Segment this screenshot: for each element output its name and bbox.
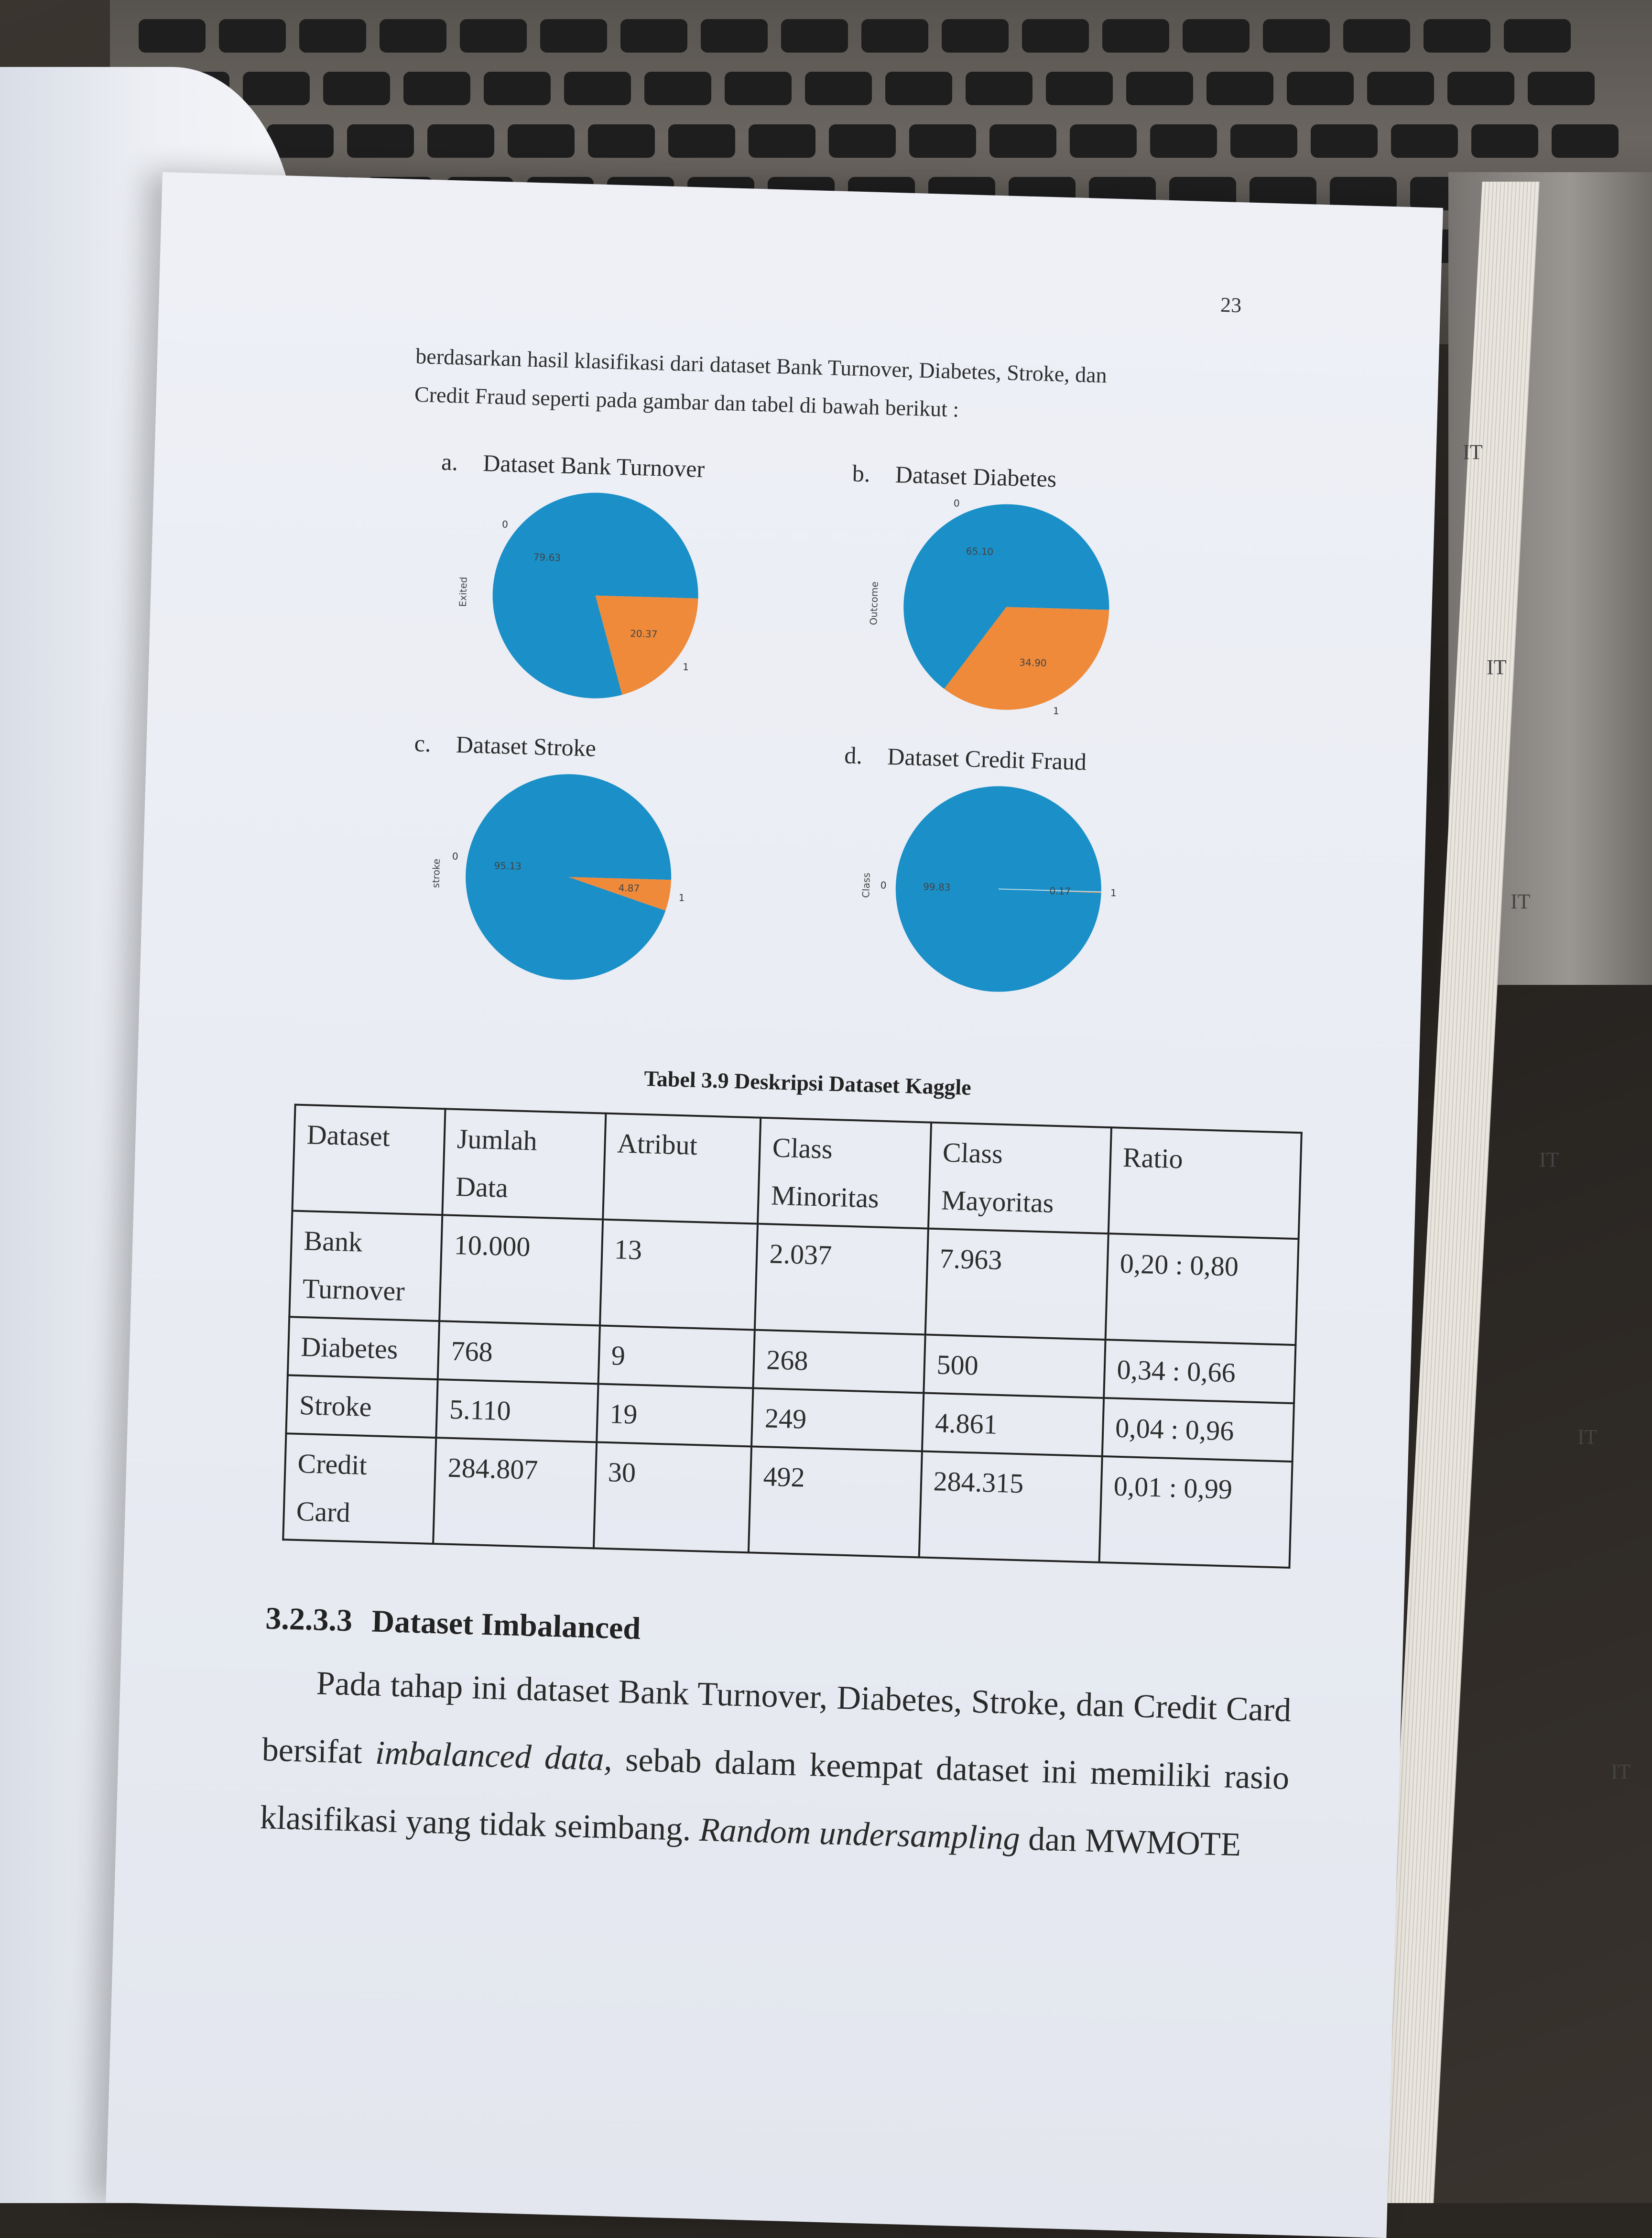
cell-jumlah: 284.807 [433, 1438, 596, 1548]
keyboard-key [1022, 19, 1089, 53]
header-dataset: Dataset [292, 1105, 445, 1215]
keyboard-key [347, 124, 414, 158]
keyboard-key [588, 124, 655, 158]
side-tab-label: IT [1611, 1760, 1631, 1783]
pie-chart [407, 758, 748, 1015]
cell-minoritas: 2.037 [755, 1224, 928, 1335]
side-tab-label: IT [1463, 440, 1483, 464]
keyboard-key [540, 19, 607, 53]
keyboard-key [885, 72, 952, 105]
cell-atribut: 9 [598, 1325, 755, 1388]
keyboard-key [1230, 124, 1297, 158]
keyboard-key [1046, 72, 1113, 105]
side-tab-label: IT [1487, 655, 1507, 679]
cell-mayoritas: 7.963 [925, 1229, 1108, 1340]
keyboard-key [909, 124, 976, 158]
keyboard-key [139, 19, 206, 53]
keyboard-key [299, 19, 366, 53]
keyboard-key [1447, 72, 1514, 105]
keyboard-key [508, 124, 575, 158]
section-number: 3.2.3.3 [265, 1601, 353, 1638]
keyboard-key [942, 19, 1009, 53]
pie-category-label-1: 1 [1053, 705, 1059, 717]
header-atribut: Atribut [603, 1114, 761, 1224]
paragraph-text: sebab dalam keempat dataset ini memiliki rasio klasifikasi yang tidak seimbang. [259, 1741, 1290, 1848]
keyboard-key [1391, 124, 1458, 158]
pie-category-label-0: 0 [953, 497, 960, 509]
pie-category-label-0: 0 [880, 879, 887, 891]
pie-value-label-1: 20.37 [630, 627, 658, 640]
keyboard-key [484, 72, 551, 105]
dataset-table [282, 1103, 1303, 1569]
chart-diabetes [844, 459, 1378, 770]
keyboard-key [564, 72, 631, 105]
keyboard-key [966, 72, 1032, 105]
chart-title: Dataset Credit Fraud [887, 742, 1087, 775]
keyboard-key [1343, 19, 1410, 53]
chart-title: Dataset Diabetes [895, 461, 1057, 492]
header-class-mayoritas: Class Mayoritas [928, 1123, 1111, 1234]
keyboard-key [1504, 19, 1571, 53]
cell-ratio: 0,20 : 0,80 [1105, 1234, 1298, 1345]
pie-slice-class-0 [490, 490, 701, 701]
cell-dataset: Bank Turnover [289, 1211, 442, 1321]
side-tab-label: IT [1511, 890, 1531, 913]
cell-dataset: Stroke [286, 1375, 438, 1438]
cell-jumlah: 768 [438, 1321, 600, 1384]
pie-value-label-0: 79.63 [533, 551, 561, 564]
cell-ratio: 0,34 : 0,66 [1104, 1340, 1295, 1403]
cell-dataset: Diabetes [288, 1317, 440, 1379]
keyboard-key [460, 19, 527, 53]
pie-chart [434, 477, 775, 734]
keyboard-key [1263, 19, 1330, 53]
pie-value-label-1: 0.17 [1049, 885, 1071, 897]
pie-value-label-0: 99.83 [923, 881, 951, 893]
pie-category-label-1: 1 [678, 892, 685, 904]
keyboard-key [1552, 124, 1619, 158]
keyboard-key [620, 19, 687, 53]
keyboard-key [243, 72, 310, 105]
cell-mayoritas: 4.861 [922, 1393, 1104, 1456]
table-caption: Tabel 3.9 Deskripsi Dataset Kaggle [643, 1066, 972, 1100]
keyboard-key [829, 124, 896, 158]
header-class-minoritas: Class Minoritas [758, 1118, 931, 1229]
pie-category-label-0: 0 [452, 850, 458, 862]
chart-letter: c. [414, 730, 432, 757]
cell-atribut: 13 [600, 1220, 758, 1330]
page-number: 23 [1220, 293, 1242, 317]
chart-credit-fraud [837, 741, 1370, 1052]
pie-ylabel: Exited [456, 577, 469, 607]
pie-chart [845, 488, 1186, 746]
header-ratio: Ratio [1109, 1127, 1302, 1239]
cell-minoritas: 492 [749, 1446, 922, 1557]
intro-line: Credit Fraud seperti pada gambar dan tabel di bawah berikut : [414, 382, 959, 422]
keyboard-key [1126, 72, 1193, 105]
paragraph-text: dan MWMOTE [1019, 1820, 1242, 1864]
header-jumlah-data: Jumlah Data [443, 1109, 606, 1219]
cell-mayoritas: 284.315 [919, 1451, 1102, 1562]
keyboard-key [323, 72, 390, 105]
chart-title: Dataset Stroke [456, 731, 597, 762]
cell-ratio: 0,01 : 0,99 [1099, 1456, 1292, 1568]
cell-jumlah: 5.110 [436, 1379, 598, 1442]
intro-text [414, 337, 1238, 437]
side-tab-label: IT [1539, 1148, 1559, 1171]
keyboard-key [861, 19, 928, 53]
chart-letter: d. [844, 742, 863, 769]
keyboard-key [403, 72, 470, 105]
cell-atribut: 30 [594, 1442, 752, 1552]
paragraph-italic: Random undersampling [699, 1811, 1021, 1857]
keyboard-key [1206, 72, 1273, 105]
keyboard-key [725, 72, 792, 105]
chart-title: Dataset Bank Turnover [482, 449, 705, 482]
paragraph-italic: imbalanced data, [375, 1734, 613, 1778]
keyboard-key [1471, 124, 1538, 158]
pie-category-label-1: 1 [1110, 887, 1117, 899]
cell-minoritas: 268 [753, 1330, 925, 1393]
section-paragraph [259, 1648, 1292, 1880]
chart-letter: b. [852, 459, 871, 487]
pie-value-label-1: 4.87 [618, 882, 640, 895]
keyboard-key [781, 19, 848, 53]
keyboard-key [427, 124, 494, 158]
section-heading [265, 1600, 641, 1647]
pie-ylabel: Class [860, 873, 872, 898]
cell-minoritas: 249 [751, 1388, 924, 1451]
pie-value-label-1: 34.90 [1019, 656, 1047, 669]
keyboard-key [1150, 124, 1217, 158]
keyboard-key [1528, 72, 1595, 105]
keyboard-key [1311, 124, 1378, 158]
keyboard-key [1070, 124, 1137, 158]
keyboard-key [749, 124, 815, 158]
cell-ratio: 0,04 : 0,96 [1102, 1398, 1294, 1462]
keyboard-key [989, 124, 1056, 158]
keyboard-key [1183, 19, 1250, 53]
cell-dataset: Credit Card [283, 1433, 436, 1544]
intro-line: berdasarkan hasil klasifikasi dari dataset Bank Turnover, Diabetes, Stroke, dan [415, 343, 1108, 388]
keyboard-key [219, 19, 286, 53]
pie-chart [837, 770, 1178, 1027]
chart-letter: a. [441, 448, 458, 476]
keyboard-key [644, 72, 711, 105]
cell-mayoritas: 500 [924, 1334, 1105, 1397]
cell-jumlah: 10.000 [439, 1215, 602, 1325]
side-tab-label: IT [1577, 1425, 1598, 1449]
book-page [106, 172, 1443, 2238]
keyboard-key [1424, 19, 1490, 53]
keyboard-key [1287, 72, 1354, 105]
keyboard-key [805, 72, 872, 105]
pie-ylabel: stroke [430, 858, 443, 888]
keyboard-key [668, 124, 735, 158]
pie-ylabel: Outcome [868, 581, 880, 625]
keyboard-key [701, 19, 768, 53]
cell-atribut: 19 [597, 1384, 753, 1446]
pie-category-label-1: 1 [682, 661, 689, 673]
keyboard-key [1102, 19, 1169, 53]
pie-category-label-0: 0 [501, 518, 509, 530]
paragraph-text: Pada tahap ini dataset Bank Turnover, Diabetes, Stroke, dan Credit Card bersifat [261, 1665, 1292, 1771]
section-title: Dataset Imbalanced [371, 1604, 641, 1647]
keyboard-key [1367, 72, 1434, 105]
pie-value-label-0: 95.13 [494, 860, 522, 872]
keyboard-key [380, 19, 446, 53]
pie-value-label-0: 65.10 [966, 545, 994, 558]
